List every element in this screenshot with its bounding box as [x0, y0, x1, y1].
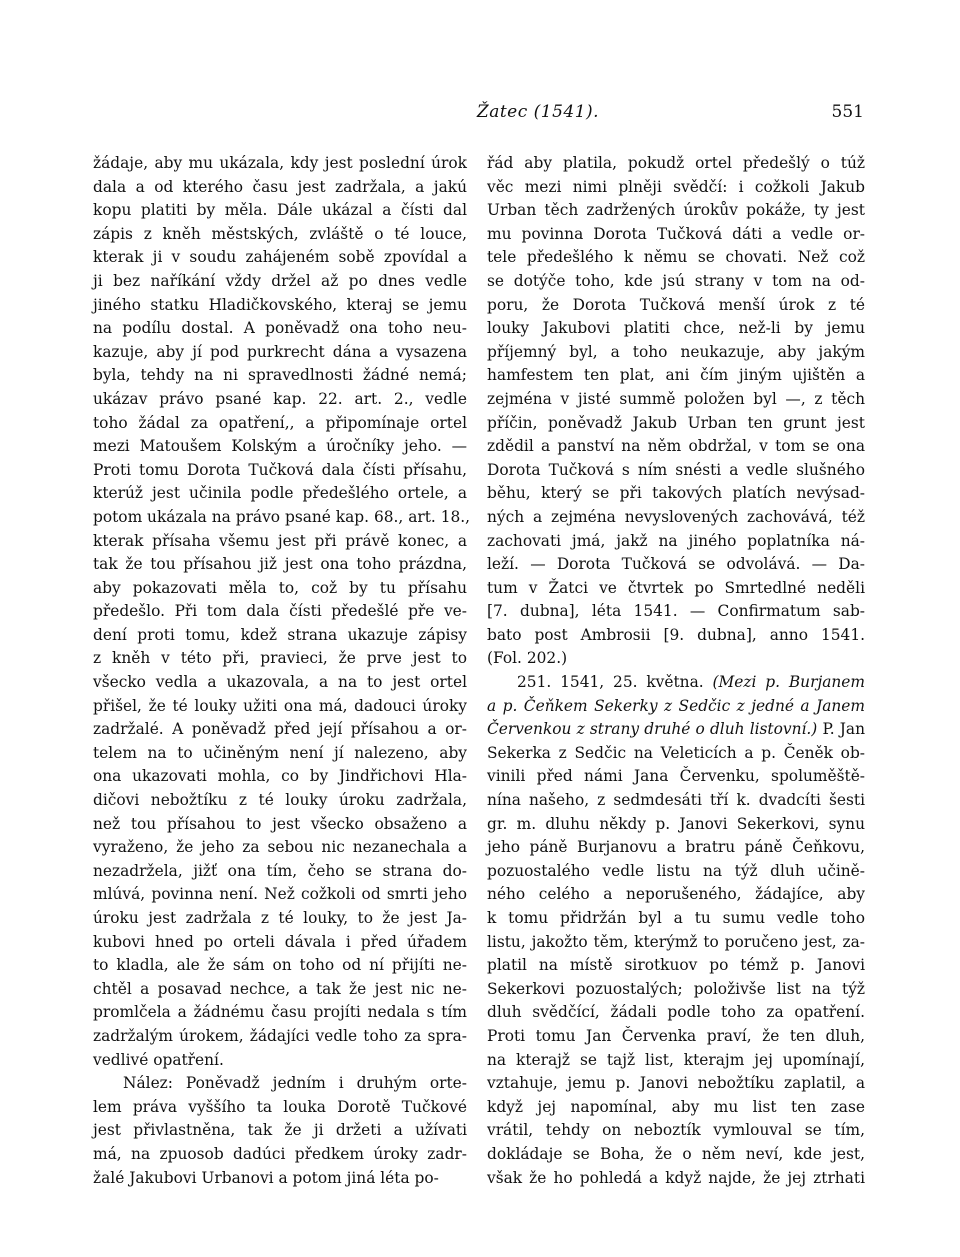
text-line: příjemný byl, a toho neukazuje, aby jakým — [487, 342, 865, 361]
text-line: zdědil a panství na něm obdržal, v tom se ona — [487, 437, 865, 456]
text-line: vedlivé opatření. — [93, 1050, 224, 1069]
entry-title-line — [487, 718, 865, 742]
page-header — [92, 102, 864, 132]
text-line: kterak ji v soudu zahájeném sobě zpovídal a — [93, 248, 467, 267]
text-line: z kněh v této při, pravieci, že prve jest to — [93, 649, 467, 668]
text-line: jest přivlastněna, tak že ji držeti a užívati — [93, 1121, 467, 1140]
text-line: hamfestem ten plat, ani čím jiným ujištěn a — [487, 366, 865, 385]
text-line: dokládaje se Boha, že o něm neví, kde jest, — [487, 1144, 865, 1163]
text-line: mlúvá, povinna není. Než cožkoli od smrti jeho — [93, 885, 467, 904]
text-line: vyraženo, že jeho za sebou nic nezanechala a — [93, 838, 467, 857]
text-line: mezi Matoušem Kolským a úročníky jeho. — — [93, 437, 467, 456]
text-line: to kladla, ale že sám on toho od ní přijíti ne- — [93, 956, 467, 975]
text-line: aby pokazovati měla to, což by tu přísahu — [93, 578, 467, 597]
text-line: pozuostalého vedle listu na týž dluh učině- — [487, 861, 865, 880]
text-line: ukázav právo psané kap. 22. art. 2., vedle — [93, 389, 467, 408]
text-line: žalé Jakubovi Urbanovi a potom jiná léta po- — [93, 1168, 439, 1187]
text-line: toho žádal za opatření,, a připomínaje ortel — [93, 413, 467, 432]
text-line: vztahuje, jemu p. Janovi nebožtíku zaplatil, a — [487, 1074, 865, 1093]
text-line: nína našeho, z sedmdesáti tří k. dvadcíti šesti — [487, 791, 865, 810]
text-line: dení proti tomu, kdež strana ukazuje zápisy — [93, 625, 467, 644]
text-line: na kteraјž se tajž list, kterajm jej upomínají, — [487, 1050, 865, 1069]
text-line: telem na to učiněným není jí nalezeno, aby — [93, 743, 467, 762]
text-line: Proti tomu Jan Červenka praví, že ten dluh, — [487, 1026, 865, 1045]
entry-heading-line — [487, 671, 865, 695]
text-line: kazuje, aby jí pod purkrecht dána a vysazena — [93, 342, 467, 361]
entry-title-end: Červenkou z strany druhé o dluh listovní.) — [487, 720, 818, 739]
entry-title: (Mezi p. Burjanem — [712, 673, 865, 692]
text-line: kterak přísaha všemu jest při právě konec, a — [93, 531, 467, 550]
text-line: kopu platiti by měla. Dále ukázal a čísti dal — [93, 201, 467, 220]
text-line: věc mezi nimi plněji svědčí: i cožkoli Jakub — [487, 177, 865, 196]
text-line: úroku jest zadržala z té louky, to že jest Ja- — [93, 909, 467, 927]
text-line: Sekerka z Sedčic na Veleticích a p. Čeněk ob- — [487, 743, 865, 762]
text-line: vrátil, tehdy on neboztík vymlouval se tím, — [487, 1121, 865, 1140]
running-title: Žatec (1541). — [476, 102, 600, 122]
entry-251 — [487, 671, 865, 1190]
text-line: lem práva vyššího ta louka Dorotě Tučkové — [93, 1097, 467, 1116]
text-line: platil na místě sirotkuov po témž p. Janovi — [487, 956, 865, 975]
text-line: ji bez naříkání vždy držel až po dnes vedle — [93, 271, 467, 290]
text-line: mu povinna Dorota Tučková dáti a vedle or- — [487, 224, 865, 243]
right-column-text — [487, 152, 865, 671]
text-line: potom ukázala na právo psané kap. 68., art. 18., — [93, 507, 471, 526]
text-line: předešlo. Při tom dala čísti předešlé pře ve- — [93, 602, 467, 621]
entry-number-date: 251. 1541, 25. května. — [517, 673, 704, 692]
text-line: zadržalým úrokem, žádajíci vedle toho za spra- — [93, 1026, 467, 1045]
text-line: všecko vedla a ukazovala, a na to jest ortel — [93, 673, 467, 692]
text-line: kubovi hned po orteli dávala i před úřadem — [93, 932, 467, 951]
text-line: byla, tehdy na ni spravedlnosti žádné nemá; — [93, 366, 467, 385]
text-line: jiného statku Hladičkovského, kteraj se jemu — [93, 295, 467, 314]
text-line: ona ukazovati mohla, co by Jindřichovi Hla- — [93, 767, 467, 786]
text-line: řád aby platila, pokudž ortel předešlý o túž — [487, 154, 865, 172]
text-line: Urban těch zadržených úrokův pokáže, ty jest — [487, 201, 865, 220]
text-line: ného celého a neporušeného, žádajíce, aby — [487, 885, 865, 904]
text-line: k tomu přidržán byl a tu sumu vedle toho — [487, 909, 865, 927]
text-line: ných a zejména nevyslovených zachovává, též — [487, 507, 865, 526]
text-line: zadržalé. A poněvadž před její přísahou a or- — [93, 720, 467, 739]
entry-body — [487, 742, 865, 1190]
text-line: Nález: Poněvadž jedním i druhým orte- — [123, 1074, 467, 1093]
text-line: bato post Ambrosii [9. dubna], anno 1541. — [487, 625, 865, 644]
text-line: chtěl a posavad nechce, a tak že jest nic ne- — [93, 979, 467, 998]
text-line: Dorota Tučková s ním snésti a vedle slušného — [487, 460, 865, 479]
text-line: než tou přísahou to jest všecko obsaženo a — [93, 814, 467, 833]
text-line: dičovi nebožtíku z té louky úroku zadržala, — [93, 791, 467, 810]
text-line: na podílu dostal. A poněvadž ona toho neu- — [93, 319, 467, 338]
text-line: nezadržela, jižť ona tím, čeho se strana do- — [93, 861, 467, 880]
text-line: [7. dubna], léta 1541. — Confirmatum sab- — [487, 602, 865, 621]
text-line: má, na zpuosob dadúci předkem úroky zadr- — [93, 1144, 467, 1163]
right-column — [487, 152, 865, 1190]
text-line: zápis z kněh městských, zvláště o té louce, — [93, 224, 467, 243]
text-line: Sekerkovi pozuostalých; položivše list na týž — [487, 979, 865, 998]
text-line: poru, že Dorota Tučková menší úrok z té — [487, 295, 865, 314]
text-line: louky Jakubovi platiti chce, než-li by jemu — [487, 319, 865, 338]
column-divider — [477, 150, 478, 1160]
text-line: zejména v jisté summě položen byl —, z těch — [487, 389, 865, 408]
text-line: zachovati jmá, jakž na jiného poplatníka ná- — [487, 531, 865, 550]
text-line: příčin, poněvadž Jakub Urban ten grunt jest — [487, 413, 865, 432]
entry-title-line: a p. Čeňkem Sekerky z Sedčic z jedné a Janem — [487, 696, 865, 715]
text-line: dluh svědčící, žádali podle toho za opatření. — [487, 1003, 865, 1022]
text-line: leží. — Dorota Tučková se odvolává. — Da- — [487, 555, 865, 574]
text-line: gr. m. dluhu někdy p. Janovi Sekerkovi, synu — [487, 814, 865, 833]
text-line: tum v Žatci ve čtvrtek po Smrtedlné neděli — [487, 578, 865, 597]
page-number: 551 — [831, 102, 864, 122]
text-line: však že ho pohledá a když najde, že jej ztrhati — [487, 1168, 865, 1187]
text-line: promlčela a žádnému času projíti nedala s tím — [93, 1003, 467, 1022]
left-column — [93, 152, 471, 1190]
text-line: jeho páně Burjanovu a bratru páně Čeňkovu, — [487, 838, 865, 857]
text-line: běhu, který se při takových platích nevýsad- — [487, 484, 865, 503]
text-line: vinili před námi Jana Červenku, spoluměště- — [487, 767, 865, 786]
text-line: listu, jakožto těm, kterýmž to poručeno jest, za- — [487, 932, 865, 951]
text-line: když jej napomínal, aby mu list ten zase — [487, 1097, 865, 1116]
entry-text-start: P. Jan — [817, 720, 865, 739]
text-line: tak že tou přísahou již jest ona toho prázdna, — [93, 555, 467, 574]
text-line: se dotýče toho, kde jsú strany v tom na od- — [487, 271, 865, 290]
text-line: kterúž jest učinila podle předešlého ortele, a — [93, 484, 467, 503]
text-line: Proti tomu Dorota Tučková dala čísti přísahu, — [93, 460, 467, 479]
text-line: dala a od kterého času jest zadržala, a jakú — [93, 177, 467, 196]
text-line: přišel, že té louky užiti ona má, dadouci úroky — [93, 696, 467, 715]
text-line: žádaje, aby mu ukázala, kdy jest poslední úrok — [93, 154, 467, 172]
text-line: (Fol. 202.) — [487, 649, 568, 668]
text-line: tele předešlého k němu se chovati. Než což — [487, 248, 865, 267]
